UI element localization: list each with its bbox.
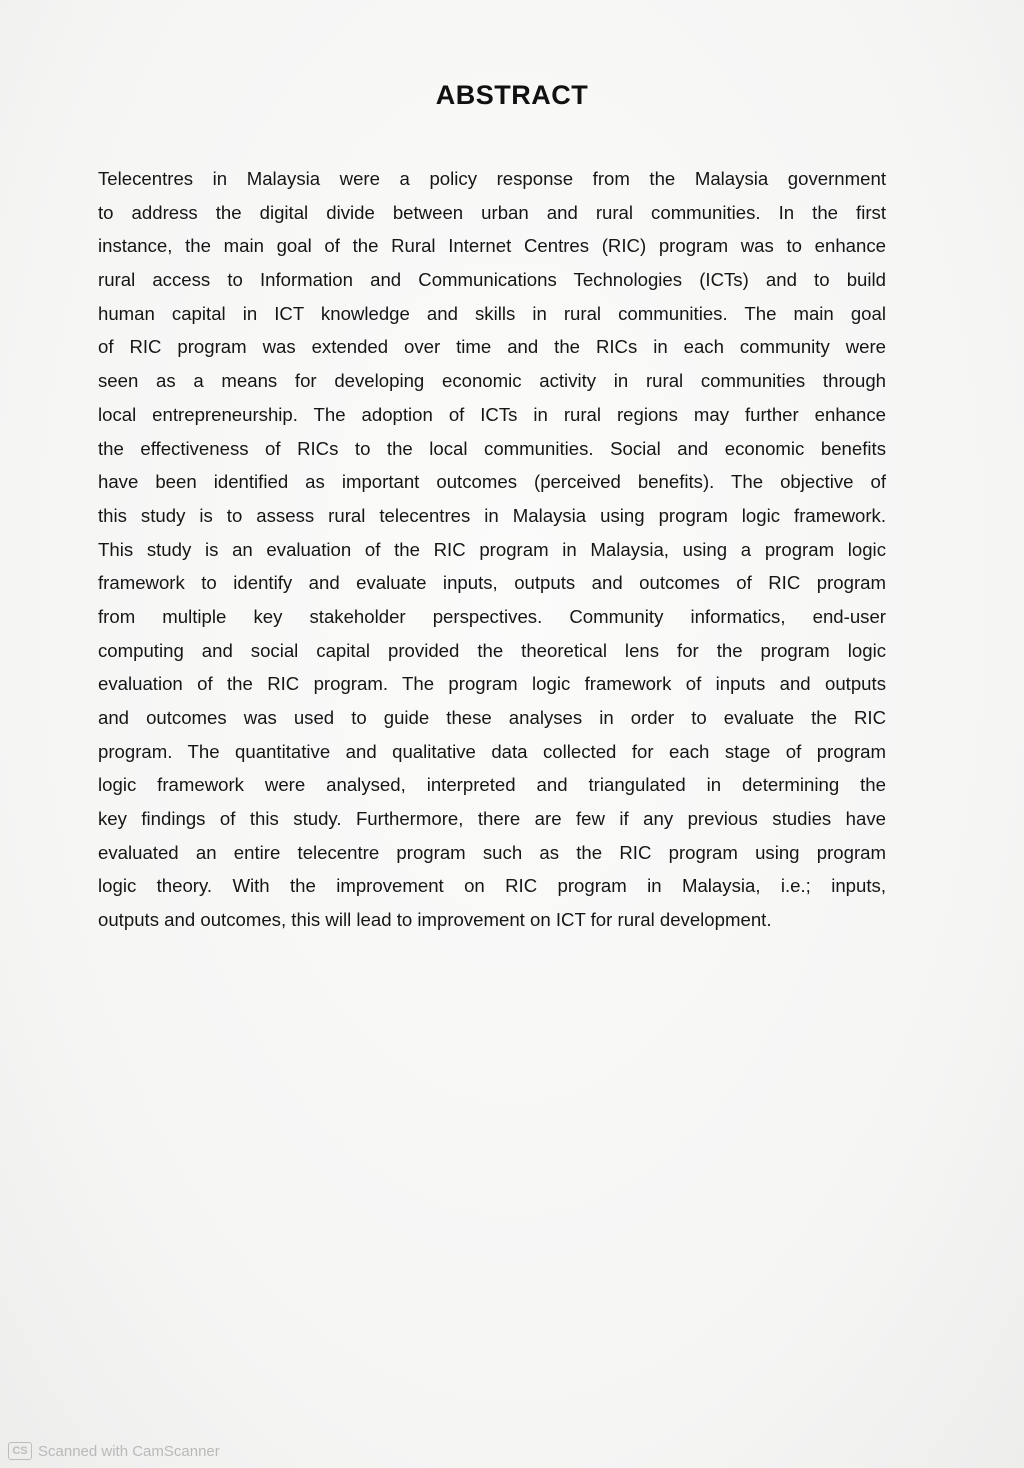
abstract-line: evaluation of the RIC program. The program logic framework of inputs and outputs (98, 673, 886, 695)
abstract-line: the effectiveness of RICs to the local communities. Social and economic benefits (98, 437, 886, 459)
abstract-line: from multiple key stakeholder perspectives. Community informatics, end-user (98, 605, 886, 627)
abstract-line: local entrepreneurship. The adoption of ICTs in rural regions may further enhance (98, 403, 886, 425)
abstract-line: of RIC program was extended over time and the RICs in each community were (98, 336, 886, 358)
watermark-text: Scanned with CamScanner (38, 1442, 220, 1460)
abstract-line: human capital in ICT knowledge and skills in rural communities. The main goal (98, 302, 886, 324)
abstract-line: framework to identify and evaluate inputs, outputs and outcomes of RIC program (98, 572, 886, 594)
abstract-line: Telecentres in Malaysia were a policy response from the Malaysia government (98, 168, 886, 189)
abstract-line: program. The quantitative and qualitative data collected for each stage of program (98, 740, 886, 762)
camscanner-logo-icon: CS (8, 1442, 32, 1460)
abstract-line: to address the digital divide between urban and rural communities. In the first (98, 201, 886, 223)
abstract-line: evaluated an entire telecentre program such as the RIC program using program (98, 841, 886, 863)
abstract-line: seen as a means for developing economic activity in rural communities through (98, 370, 886, 392)
abstract-line: This study is an evaluation of the RIC program in Malaysia, using a program logic (98, 538, 886, 560)
abstract-line: key findings of this study. Furthermore, there are few if any previous studies have (98, 808, 886, 830)
abstract-line: have been identified as important outcomes (perceived benefits). The objective of (98, 471, 886, 493)
abstract-body (98, 162, 886, 937)
abstract-title: ABSTRACT (435, 80, 589, 110)
abstract-line: logic theory. With the improvement on RIC program in Malaysia, i.e.; inputs, (98, 875, 886, 897)
abstract-line: this study is to assess rural telecentres in Malaysia using program logic framework. (98, 504, 886, 526)
abstract-line: computing and social capital provided the theoretical lens for the program logic (98, 639, 886, 661)
abstract-line: and outcomes was used to guide these analyses in order to evaluate the RIC (98, 707, 886, 728)
abstract-line: logic framework were analysed, interpreted and triangulated in determining the (98, 774, 886, 796)
abstract-line: outputs and outcomes, this will lead to improvement on ICT for rural development. (98, 909, 772, 931)
abstract-line: rural access to Information and Communications Technologies (ICTs) and to build (98, 269, 886, 291)
abstract-line: instance, the main goal of the Rural Internet Centres (RIC) program was to enhance (98, 235, 886, 257)
camscanner-watermark (8, 1442, 220, 1460)
